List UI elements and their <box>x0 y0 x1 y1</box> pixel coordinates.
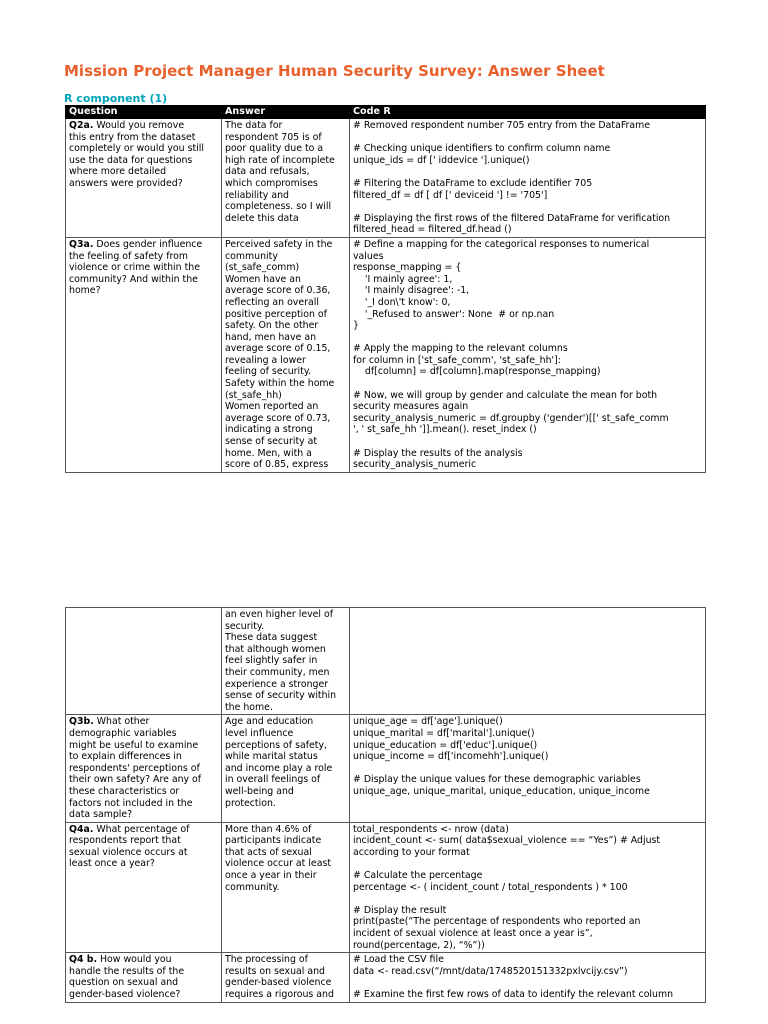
answer-line: community <box>225 250 278 262</box>
code-line: # Load the CSV file <box>353 954 444 966</box>
code-line: # Now, we will group by gender and calculate the mean for both <box>353 389 658 401</box>
answer-line: average score of 0.73, <box>225 412 331 424</box>
question-cell <box>66 119 222 238</box>
answer-line: safety. On the other <box>225 320 319 332</box>
question-id: Q4 b. <box>69 954 98 966</box>
answer-line: perceptions of safety, <box>225 739 327 751</box>
answer-table-page1 <box>65 105 706 473</box>
question-line: community? And within the <box>69 273 198 285</box>
question-line: gender-based violence? <box>69 989 181 1000</box>
code-line <box>353 977 702 989</box>
question-text: What percentage of <box>93 823 190 835</box>
question-line: handle the results of the <box>69 965 185 977</box>
code-cell <box>350 715 706 822</box>
answer-line: Safety within the home <box>225 378 335 390</box>
code-line: filtered_df = df [ df [' deviceid '] != '705'] <box>353 189 548 201</box>
code-line: # Display the results of the analysis <box>353 447 523 459</box>
answer-line: that although women <box>225 643 326 655</box>
answer-line: Age and education <box>225 716 314 728</box>
table-row <box>66 715 706 822</box>
question-line <box>69 954 218 966</box>
question-line: factors not included in the <box>69 797 193 809</box>
code-line: # Examine the first few rows of data to identify the relevant column <box>353 989 674 1000</box>
table-row <box>66 119 706 238</box>
header-code: Code R <box>350 106 706 119</box>
code-line: } <box>353 320 359 332</box>
answer-line: The processing of <box>225 954 308 966</box>
answer-line: feeling of security. <box>225 366 312 378</box>
code-line: ', ' st_safe_hh ']].mean(). reset_index () <box>353 424 537 436</box>
question-line: data sample? <box>69 809 133 821</box>
answer-line: hand, men have an <box>225 331 317 343</box>
question-line <box>69 239 218 251</box>
answer-line: poor quality due to a <box>225 143 324 155</box>
answer-cell <box>222 119 350 238</box>
code-line: 'I mainly agree': 1, <box>353 273 453 285</box>
question-line: these characteristics or <box>69 785 180 797</box>
code-cell <box>350 608 706 715</box>
answer-line: score of 0.85, express <box>225 459 329 471</box>
page-title: Mission Project Manager Human Security Survey: Answer Sheet <box>64 62 605 80</box>
question-line: sexual violence occurs at <box>69 846 188 858</box>
section-subtitle: R component (1) <box>64 92 168 105</box>
answer-line: sense of security at <box>225 436 318 448</box>
table-body <box>66 119 706 473</box>
question-text: Does gender influence <box>93 238 203 250</box>
code-cell <box>350 822 706 953</box>
code-line: unique_ids = df [' iddevice '].unique() <box>353 154 530 166</box>
code-line: incident of sexual violence at least once a year is”, <box>353 928 593 940</box>
answer-line: delete this data <box>225 212 299 224</box>
code-line: unique_education = df['educ'].unique() <box>353 739 538 751</box>
answer-line: security. <box>225 620 265 632</box>
question-line <box>69 824 218 836</box>
question-id: Q4a. <box>69 823 94 835</box>
answer-line: violence occur at least <box>225 858 332 870</box>
header-answer: Answer <box>222 106 350 119</box>
answer-line: respondent 705 is of <box>225 131 322 143</box>
code-line: 'I mainly disagree': -1, <box>353 285 470 297</box>
question-line: where more detailed <box>69 166 167 178</box>
code-line <box>353 436 702 448</box>
code-line: unique_income = df['incomehh'].unique() <box>353 751 549 763</box>
answer-line: well-being and <box>225 785 294 797</box>
question-text: What other <box>93 716 150 728</box>
code-line: incident_count <- sum( data$sexual_violence == “Yes”) # Adjust <box>353 835 661 847</box>
code-line: according to your format <box>353 846 470 858</box>
code-line: security measures again <box>353 401 469 413</box>
code-line <box>353 763 702 775</box>
question-line: least once a year? <box>69 858 155 870</box>
answer-line: feel slightly safer in <box>225 655 318 667</box>
answer-line: once a year in their <box>225 870 317 882</box>
question-id: Q2a. <box>69 120 94 131</box>
code-line: # Displaying the first rows of the filtered DataFrame for verification <box>353 212 671 224</box>
code-line: '_Refused to answer': None # or np.nan <box>353 308 555 320</box>
answer-line: home. Men, with a <box>225 447 312 459</box>
code-cell <box>350 119 706 238</box>
question-line <box>69 716 218 728</box>
code-cell <box>350 237 706 472</box>
code-line: # Removed respondent number 705 entry from the DataFrame <box>353 120 651 131</box>
code-line <box>353 166 702 178</box>
answer-line: high rate of incomplete <box>225 154 335 166</box>
answer-cell <box>222 608 350 715</box>
answer-line: the home. <box>225 701 273 713</box>
code-line: round(percentage, 2), “%”)) <box>353 939 485 951</box>
answer-line: average score of 0.15, <box>225 343 331 355</box>
answer-line: average score of 0.36, <box>225 285 331 297</box>
answer-line: (st_safe_hh) <box>225 389 282 401</box>
code-line <box>353 893 702 905</box>
answer-line: indicating a strong <box>225 424 313 436</box>
code-line: # Apply the mapping to the relevant columns <box>353 343 568 355</box>
answer-line: protection. <box>225 797 276 809</box>
answer-line: (st_safe_comm) <box>225 262 300 274</box>
question-line: respondents report that <box>69 835 181 847</box>
code-line: values <box>353 250 384 262</box>
question-line <box>69 120 218 132</box>
table-row <box>66 822 706 953</box>
code-line: percentage <- ( incident_count / total_respondents ) * 100 <box>353 881 628 893</box>
question-cell <box>66 237 222 472</box>
code-line: unique_marital = df['marital'].unique() <box>353 727 535 739</box>
answer-line: These data suggest <box>225 632 318 644</box>
question-line: respondents' perceptions of <box>69 762 200 774</box>
code-line <box>353 858 702 870</box>
answer-line: community. <box>225 881 280 893</box>
answer-line: participants indicate <box>225 835 322 847</box>
answer-line: data and refusals, <box>225 166 310 178</box>
question-line: the feeling of safety from <box>69 250 189 262</box>
answer-line: reflecting an overall <box>225 296 319 308</box>
table-header-row <box>66 106 706 119</box>
code-line: for column in ['st_safe_comm', 'st_safe_hh']: <box>353 354 561 366</box>
code-line: security_analysis_numeric <box>353 459 477 471</box>
code-line: # Calculate the percentage <box>353 870 483 882</box>
code-line <box>353 332 702 344</box>
answer-cell <box>222 953 350 1002</box>
header-question: Question <box>66 106 222 119</box>
answer-line: Women have an <box>225 273 301 285</box>
code-line <box>353 132 702 144</box>
answer-line: while marital status <box>225 751 318 763</box>
code-line: # Define a mapping for the categorical responses to numerical <box>353 238 650 250</box>
question-line: this entry from the dataset <box>69 131 196 143</box>
answer-line: revealing a lower <box>225 354 306 366</box>
question-id: Q3a. <box>69 238 94 250</box>
answer-line: an even higher level of <box>225 609 334 620</box>
code-line <box>353 201 702 213</box>
code-line: # Display the unique values for these demographic variables <box>353 774 641 786</box>
code-line: filtered_head = filtered_df.head () <box>353 224 512 236</box>
code-cell <box>350 953 706 1002</box>
answer-line: and income play a role <box>225 762 333 774</box>
question-id: Q3b. <box>69 716 94 728</box>
question-line: might be useful to examine <box>69 739 199 751</box>
question-cell <box>66 715 222 822</box>
answer-table-page2 <box>65 607 706 1003</box>
answer-line: completeness. so I will <box>225 201 332 213</box>
question-line: completely or would you still <box>69 143 204 155</box>
answer-line: More than 4.6% of <box>225 823 312 835</box>
question-line: answers were provided? <box>69 177 183 189</box>
answer-line: Perceived safety in the <box>225 238 333 250</box>
code-line: # Filtering the DataFrame to exclude identifier 705 <box>353 177 593 189</box>
question-line: to explain differences in <box>69 751 182 763</box>
answer-line: sense of security within <box>225 690 337 702</box>
code-line: df[column] = df[column].map(response_mapping) <box>353 366 601 378</box>
code-line: '_I don\'t know': 0, <box>353 296 451 308</box>
question-line: their own safety? Are any of <box>69 774 202 786</box>
code-line: unique_age = df['age'].unique() <box>353 716 503 728</box>
code-line: response_mapping = { <box>353 262 462 274</box>
code-line: security_analysis_numeric = df.groupby ('gender')[[' st_safe_comm <box>353 412 669 424</box>
code-line: data <- read.csv(“/mnt/data/1748520151332pxlvcijy.csv”) <box>353 965 628 977</box>
question-cell <box>66 608 222 715</box>
answer-line: experience a stronger <box>225 678 329 690</box>
answer-line: in overall feelings of <box>225 774 321 786</box>
table-row <box>66 953 706 1002</box>
answer-line: which compromises <box>225 177 318 189</box>
answer-line: Women reported an <box>225 401 319 413</box>
answer-line: positive perception of <box>225 308 327 320</box>
code-line: total_respondents <- nrow (data) <box>353 823 509 835</box>
table-row <box>66 237 706 472</box>
table-row <box>66 608 706 715</box>
answer-line: requires a rigorous and <box>225 989 334 1000</box>
code-line: unique_age, unique_marital, unique_education, unique_income <box>353 785 650 797</box>
answer-line: that acts of sexual <box>225 846 312 858</box>
question-cell <box>66 953 222 1002</box>
code-line: # Display the result <box>353 904 447 916</box>
code-line <box>353 378 702 390</box>
answer-line: reliability and <box>225 189 289 201</box>
answer-line: results on sexual and <box>225 965 325 977</box>
code-line: print(paste(“The percentage of respondents who reported an <box>353 916 641 928</box>
answer-cell <box>222 822 350 953</box>
question-line: home? <box>69 285 101 297</box>
answer-line: their community, men <box>225 666 330 678</box>
question-line: question on sexual and <box>69 977 179 989</box>
answer-cell <box>222 715 350 822</box>
question-text: How would you <box>97 954 172 966</box>
question-line: violence or crime within the <box>69 262 200 274</box>
answer-line: gender-based violence <box>225 977 332 989</box>
question-line: use the data for questions <box>69 154 193 166</box>
answer-line: The data for <box>225 120 283 131</box>
question-text: Would you remove <box>93 120 185 131</box>
code-line: # Checking unique identifiers to confirm column name <box>353 143 611 155</box>
question-line: demographic variables <box>69 727 177 739</box>
answer-line: level influence <box>225 727 294 739</box>
question-cell <box>66 822 222 953</box>
table-body <box>66 608 706 1003</box>
answer-cell <box>222 237 350 472</box>
